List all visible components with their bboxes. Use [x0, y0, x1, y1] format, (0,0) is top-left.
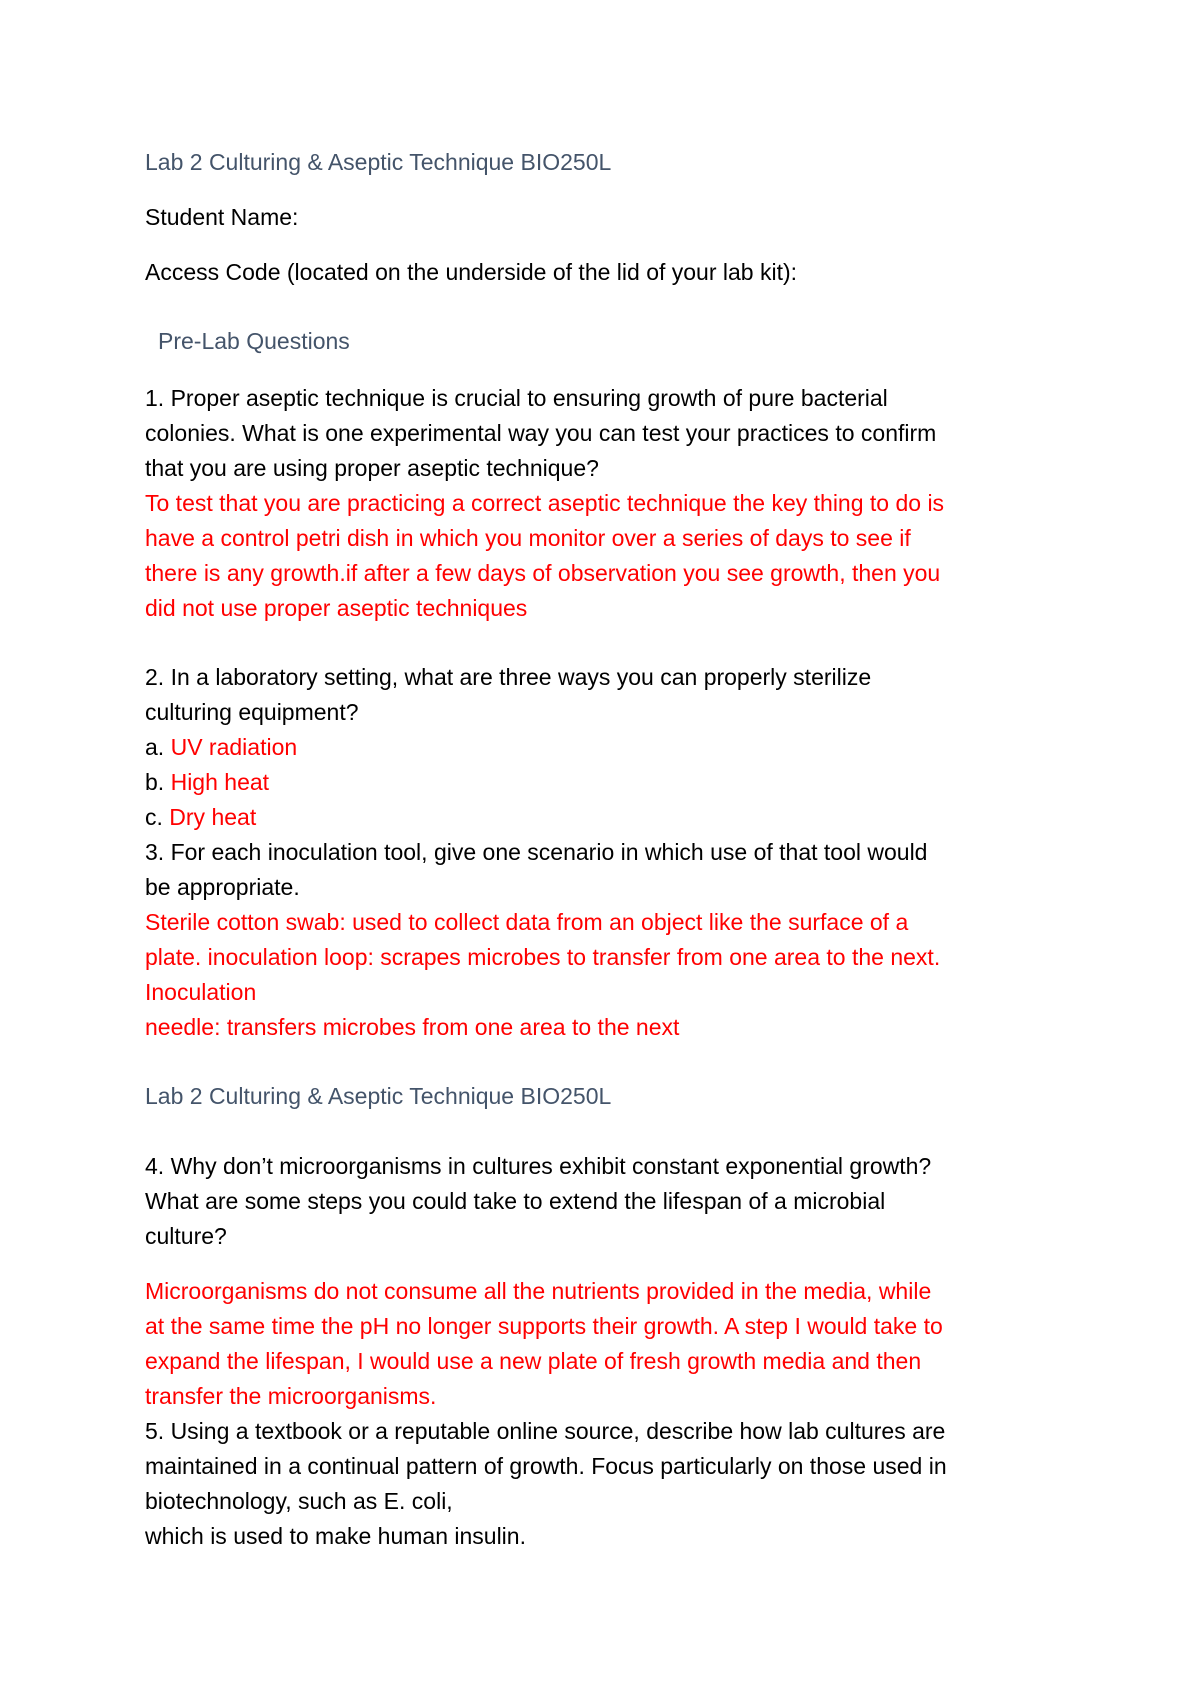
question-3-line: 3. For each inoculation tool, give one scenario in which use of that tool would — [145, 839, 928, 865]
answer-4-line: expand the lifespan, I would use a new plate of fresh growth media and then — [145, 1348, 922, 1374]
question-1-line: that you are using proper aseptic technique? — [145, 455, 599, 481]
answer-1-line: have a control petri dish in which you monitor over a series of days to see if — [145, 525, 911, 551]
question-1-line: 1. Proper aseptic technique is crucial to ensuring growth of pure bacterial — [145, 385, 888, 411]
answer-1-line: there is any growth.if after a few days of observation you see growth, then you — [145, 560, 941, 586]
question-5-line: which is used to make human insulin. — [145, 1523, 526, 1549]
option-a-answer: UV radiation — [170, 734, 298, 760]
repeat-title: Lab 2 Culturing & Aseptic Technique BIO250L — [145, 1083, 612, 1109]
answer-3-line: plate. inoculation loop: scrapes microbes to transfer from one area to the next. — [145, 944, 941, 970]
option-c-answer: Dry heat — [169, 804, 257, 830]
question-4-line: 4. Why don’t microorganisms in cultures exhibit constant exponential growth? — [145, 1153, 932, 1179]
answer-3-line: needle: transfers microbes from one area to the next — [145, 1014, 680, 1040]
question-5-line: 5. Using a textbook or a reputable online source, describe how lab cultures are — [145, 1418, 946, 1444]
question-1-line: colonies. What is one experimental way you can test your practices to confirm — [145, 420, 937, 446]
answer-4-line: Microorganisms do not consume all the nutrients provided in the media, while — [145, 1278, 932, 1304]
answer-1-line: did not use proper aseptic techniques — [145, 595, 528, 621]
section-heading: Pre-Lab Questions — [158, 328, 350, 354]
question-5-line: maintained in a continual pattern of growth. Focus particularly on those used in — [145, 1453, 947, 1479]
option-a-prefix: a. — [145, 734, 171, 760]
question-2-line: 2. In a laboratory setting, what are three ways you can properly sterilize — [145, 664, 872, 690]
answer-4-line: at the same time the pH no longer supports their growth. A step I would take to — [145, 1313, 943, 1339]
option-b-answer: High heat — [170, 769, 270, 795]
question-4-line: culture? — [145, 1223, 227, 1249]
answer-3-line: Sterile cotton swab: used to collect data from an object like the surface of a — [145, 909, 909, 935]
access-code-label: Access Code (located on the underside of the lid of your lab kit): — [145, 259, 798, 285]
answer-4-line: transfer the microorganisms. — [145, 1383, 437, 1409]
question-3-line: be appropriate. — [145, 874, 300, 900]
question-5-line: biotechnology, such as E. coli, — [145, 1488, 453, 1514]
answer-3-line: Inoculation — [145, 979, 257, 1005]
document-title: Lab 2 Culturing & Aseptic Technique BIO250L — [145, 149, 612, 175]
option-b-prefix: b. — [145, 769, 171, 795]
option-c — [145, 800, 256, 835]
option-a — [145, 730, 297, 765]
question-4-line: What are some steps you could take to extend the lifespan of a microbial — [145, 1188, 886, 1214]
option-c-prefix: c. — [145, 804, 170, 830]
student-name-label: Student Name: — [145, 204, 299, 230]
answer-1-line: To test that you are practicing a correct aseptic technique the key thing to do is — [145, 490, 945, 516]
question-2-line: culturing equipment? — [145, 699, 359, 725]
option-b — [145, 765, 269, 800]
